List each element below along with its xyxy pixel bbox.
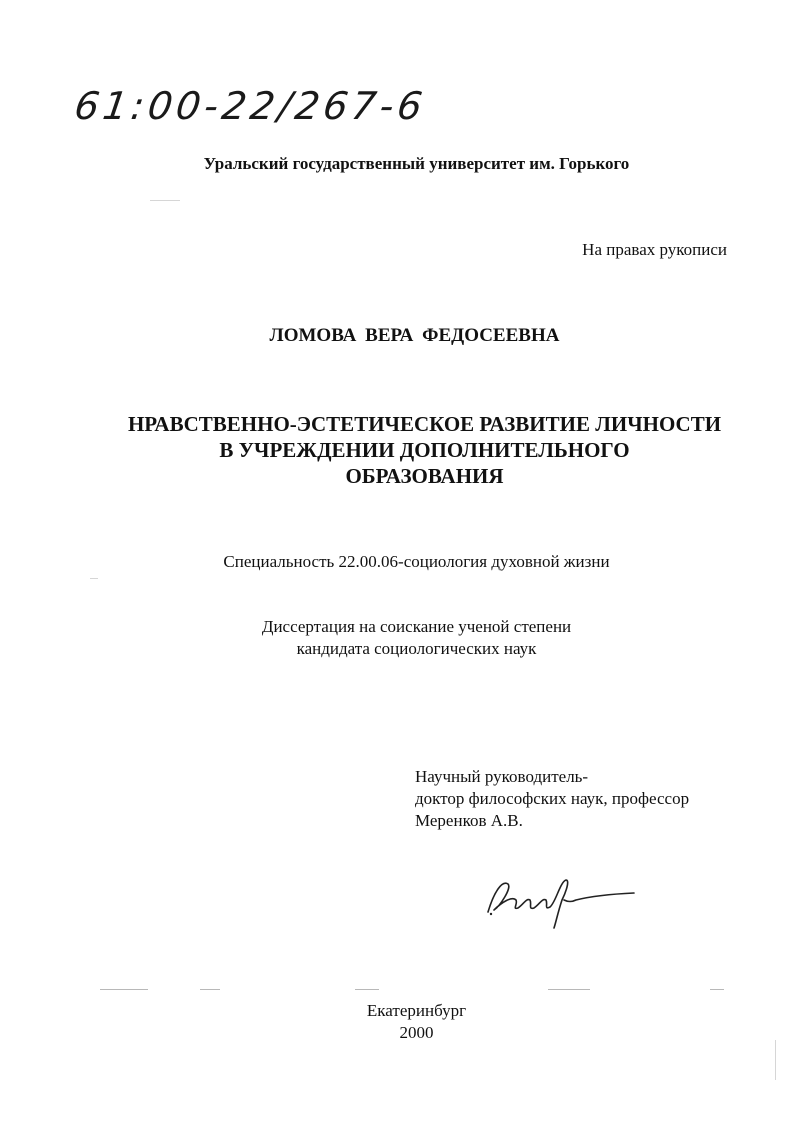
city-year [20, 1000, 793, 1044]
supervisor-line-2: доктор философских наук, профессор [415, 789, 690, 808]
supervisor-line-1: Научный руководитель- [415, 767, 589, 786]
degree-line-2: кандидата социологических наук [296, 639, 537, 658]
university-name: Уральский государственный университет им. Горького [203, 154, 630, 173]
specialty-line: Специальность 22.00.06-социология духовной жизни [223, 552, 610, 571]
supervisor-block [415, 766, 689, 832]
degree-statement [20, 616, 793, 660]
scan-artifact-line [200, 989, 220, 990]
city: Екатеринбург [366, 1001, 467, 1020]
scan-noise [90, 578, 98, 579]
title-line-1: НРАВСТВЕННО-ЭСТЕТИЧЕСКОЕ РАЗВИТИЕ ЛИЧНОСТИ [127, 412, 722, 436]
archive-code-handwritten: 61:00-22/267-6 [71, 84, 429, 128]
scan-artifact-line [100, 989, 148, 990]
manuscript-rights-note: На правах рукописи [582, 240, 727, 259]
year: 2000 [399, 1023, 434, 1042]
scan-artifact-line [355, 989, 379, 990]
scan-artifact-line [710, 989, 724, 990]
title-line-2: В УЧРЕЖДЕНИИ ДОПОЛНИТЕЛЬНОГО [219, 438, 630, 462]
scan-noise [150, 200, 180, 201]
degree-line-1: Диссертация на соискание ученой степени [261, 617, 572, 636]
title-line-3: ОБРАЗОВАНИЯ [345, 464, 504, 488]
supervisor-signature [482, 862, 642, 932]
supervisor-line-3: Меренков А.В. [415, 811, 523, 830]
author-name: ЛОМОВА ВЕРА ФЕДОСЕЕВНА [269, 325, 560, 346]
scan-artifact-line [548, 989, 590, 990]
scan-noise [775, 1040, 776, 1080]
dissertation-title [28, 411, 793, 489]
